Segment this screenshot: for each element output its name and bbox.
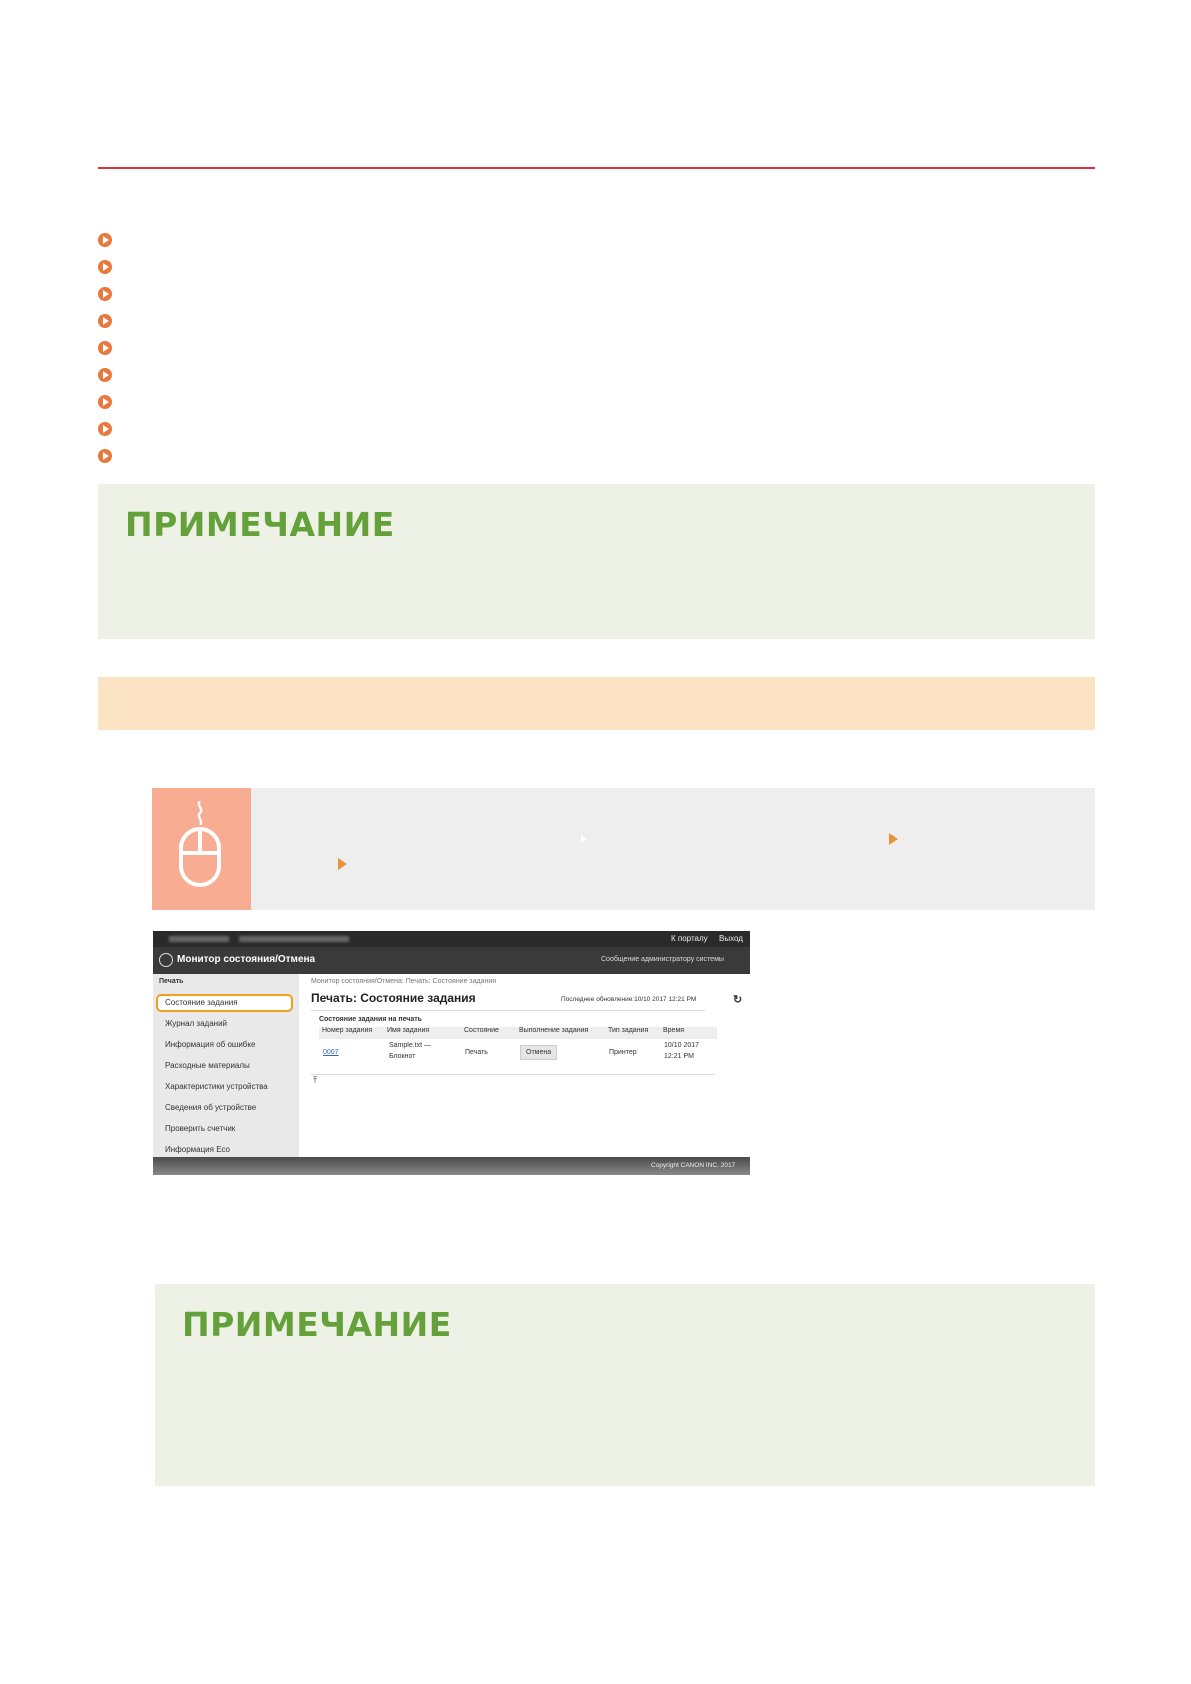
table-header (319, 1027, 717, 1039)
circle-arrow-icon (98, 314, 112, 328)
job-name: Sample.txt — (389, 1042, 432, 1049)
portal-link[interactable]: К порталу (671, 934, 708, 943)
job-name: Блокнот (389, 1053, 416, 1060)
table-row (319, 1040, 717, 1070)
note-box (98, 484, 1095, 639)
column-header: Номер задания (322, 1027, 373, 1034)
cancel-job-button[interactable]: Отмена (520, 1045, 557, 1060)
link-item[interactable] (98, 361, 998, 388)
sidebar-item-consumables[interactable]: Расходные материалы (165, 1061, 250, 1070)
step-box (152, 788, 1095, 910)
note-title: ПРИМЕЧАНИЕ (125, 505, 395, 544)
circle-arrow-icon (98, 260, 112, 274)
note-box (155, 1284, 1095, 1486)
screenshot-sidebar (153, 974, 299, 1157)
app-logo-icon (156, 950, 176, 970)
screenshot-header (153, 947, 750, 974)
job-number-link[interactable]: 0007 (323, 1049, 339, 1056)
sidebar-item-job-log[interactable]: Журнал заданий (165, 1019, 228, 1028)
last-updated: Последнее обновление:10/10 2017 12:21 PM (561, 996, 697, 1003)
blurred-device-name (239, 936, 349, 942)
circle-arrow-icon (98, 395, 112, 409)
screenshot-topbar (153, 931, 750, 947)
circle-arrow-icon (98, 449, 112, 463)
sidebar-item-device-info[interactable]: Сведения об устройстве (165, 1103, 257, 1112)
section-band (98, 677, 1095, 730)
link-item[interactable] (98, 388, 998, 415)
screenshot-footer (153, 1157, 750, 1175)
circle-arrow-icon (98, 341, 112, 355)
link-list (98, 226, 998, 469)
sidebar-item-eco-info[interactable]: Информация Eco (165, 1145, 230, 1154)
note-title: ПРИМЕЧАНИЕ (182, 1305, 452, 1344)
section-rule (98, 167, 1095, 169)
job-time: 10/10 2017 (664, 1042, 700, 1049)
column-header: Состояние (464, 1027, 499, 1034)
arrow-right-icon (338, 858, 347, 870)
sidebar-item-error-info[interactable]: Информация об ошибке (165, 1040, 256, 1049)
circle-arrow-icon (98, 368, 112, 382)
job-status: Печать (465, 1049, 488, 1056)
breadcrumb: Монитор состояния/Отмена: Печать: Состояние задания (311, 978, 497, 985)
logout-link[interactable]: Выход (719, 934, 743, 943)
column-header: Имя задания (387, 1027, 430, 1034)
mouse-icon (152, 788, 251, 910)
admin-message-link[interactable]: Сообщение администратору системы (601, 956, 724, 963)
link-item[interactable] (98, 307, 998, 334)
ui-screenshot (153, 931, 750, 1189)
link-item[interactable] (98, 442, 998, 469)
scroll-top-icon[interactable]: ⤒ (313, 1075, 317, 1085)
blurred-device-name (169, 936, 229, 942)
link-item[interactable] (98, 280, 998, 307)
job-type: Принтер (609, 1049, 637, 1056)
column-header: Время (663, 1027, 685, 1034)
table-caption: Состояние задания на печать (319, 1016, 422, 1023)
link-item[interactable] (98, 226, 998, 253)
refresh-icon[interactable]: ↻ (733, 994, 743, 1006)
link-item[interactable] (98, 415, 998, 442)
column-header: Тип задания (608, 1027, 649, 1034)
sidebar-item-device-features[interactable]: Характеристики устройства (165, 1082, 268, 1091)
sidebar-item-check-counter[interactable]: Проверить счетчик (165, 1124, 236, 1133)
divider (311, 1074, 715, 1075)
circle-arrow-icon (98, 287, 112, 301)
link-item[interactable] (98, 253, 998, 280)
job-time: 12:21 PM (664, 1053, 694, 1060)
link-item[interactable] (98, 334, 998, 361)
divider (311, 1010, 705, 1011)
circle-arrow-icon (98, 233, 112, 247)
sidebar-section-title: Печать (159, 978, 184, 985)
header-title: Монитор состояния/Отмена (177, 954, 316, 965)
circle-arrow-icon (98, 422, 112, 436)
sidebar-item-job-status[interactable]: Состояние задания (165, 998, 238, 1007)
page-title: Печать: Состояние задания (311, 991, 476, 1005)
screenshot-main (299, 974, 750, 1157)
column-header: Выполнение задания (519, 1027, 589, 1034)
arrow-right-icon (889, 833, 898, 845)
copyright: Copyright CANON INC. 2017 (651, 1162, 736, 1169)
